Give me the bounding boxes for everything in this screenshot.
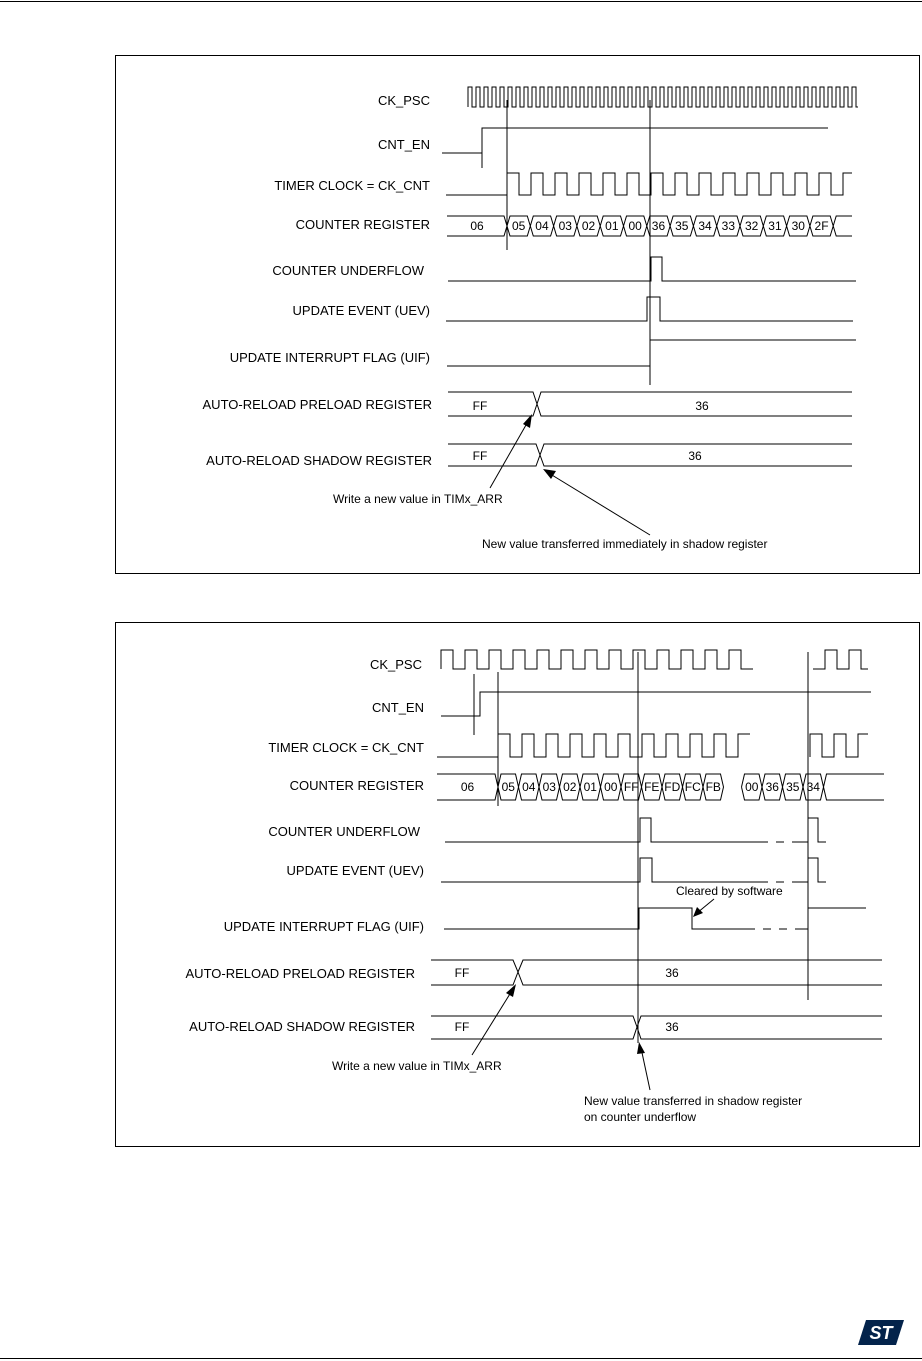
d1-label-timer-clock: TIMER CLOCK = CK_CNT — [274, 178, 430, 193]
counter-value: 00 — [745, 780, 759, 794]
d2-label-uif: UPDATE INTERRUPT FLAG (UIF) — [223, 919, 424, 934]
counter-value: 30 — [791, 219, 805, 233]
d1-annotation-write: Write a new value in TIMx_ARR — [333, 492, 503, 506]
counter-value: FB — [705, 780, 721, 794]
d1-write-arrow — [490, 418, 530, 488]
counter-value: 31 — [768, 219, 782, 233]
d2-annotation-write: Write a new value in TIMx_ARR — [332, 1059, 502, 1073]
d2-transfer-arrowhead — [637, 1042, 645, 1054]
d1-preload-old: FF — [472, 399, 488, 413]
d1-counter-values — [470, 219, 828, 233]
counter-value: FD — [664, 780, 681, 794]
diagram1-frame — [116, 56, 920, 574]
d2-arr-preload-bus — [431, 960, 882, 985]
d1-shadow-old: FF — [472, 449, 488, 463]
d1-label-uif: UPDATE INTERRUPT FLAG (UIF) — [229, 350, 430, 365]
st-logo-text: ST — [869, 1323, 893, 1343]
d2-preload-new: 36 — [665, 966, 679, 980]
d2-label-update-event: UPDATE EVENT (UEV) — [286, 863, 424, 878]
d1-annotation-transfer: New value transferred immediately in shadow register — [482, 537, 768, 551]
counter-value: 33 — [721, 219, 736, 233]
counter-value: 04 — [522, 780, 536, 794]
counter-value: 32 — [744, 219, 759, 233]
d2-arr-shadow-bus — [431, 1016, 882, 1039]
counter-value: 2F — [814, 219, 829, 233]
d2-shadow-old: FF — [454, 1020, 470, 1034]
d2-ck-psc-waveform — [441, 650, 868, 669]
counter-value: 06 — [460, 780, 475, 794]
d2-label-counter-underflow: COUNTER UNDERFLOW — [268, 824, 420, 839]
d1-label-counter-register: COUNTER REGISTER — [295, 217, 430, 232]
d2-timer-clock-waveform — [437, 734, 868, 757]
counter-value: FC — [684, 780, 701, 794]
d2-write-arrowhead — [506, 984, 516, 997]
counter-value: FE — [644, 780, 660, 794]
timing-diagram-2 — [116, 623, 920, 1147]
d2-update-event-waveform — [441, 858, 768, 882]
d2-counter-underflow-waveform — [445, 818, 768, 842]
d1-label-cnt-en: CNT_EN — [377, 137, 430, 152]
counter-value: 34 — [806, 780, 820, 794]
d1-preload-new: 36 — [695, 399, 709, 413]
counter-value: 35 — [675, 219, 689, 233]
timing-diagram-1 — [116, 56, 920, 574]
d1-transfer-arrowhead — [543, 469, 556, 479]
d1-shadow-new: 36 — [688, 449, 702, 463]
d2-label-timer-clock: TIMER CLOCK = CK_CNT — [268, 740, 424, 755]
d1-transfer-arrow — [547, 472, 650, 535]
d2-cleared-arrowhead — [693, 907, 703, 917]
d2-cnt-en-waveform — [441, 692, 871, 716]
d1-cnt-en-waveform — [442, 128, 828, 153]
d1-label-counter-underflow: COUNTER UNDERFLOW — [272, 263, 424, 278]
d2-label-arr-shadow: AUTO-RELOAD SHADOW REGISTER — [189, 1019, 415, 1034]
d2-annotation-transfer-line1: New value transferred in shadow register — [584, 1094, 803, 1108]
counter-value: 36 — [651, 219, 666, 233]
counter-value: 00 — [604, 780, 618, 794]
d2-update-event-tail — [776, 858, 826, 882]
counter-value: 04 — [535, 219, 549, 233]
d1-arr-preload-bus — [448, 392, 852, 416]
counter-value: 02 — [581, 219, 596, 233]
d2-preload-old: FF — [454, 966, 470, 980]
counter-value: 35 — [786, 780, 800, 794]
d1-ck-psc-waveform — [468, 87, 858, 107]
d1-label-arr-shadow: AUTO-RELOAD SHADOW REGISTER — [206, 453, 432, 468]
d2-label-ck-psc: CK_PSC — [369, 657, 422, 672]
d2-label-cnt-en: CNT_EN — [371, 700, 424, 715]
counter-value: FF — [623, 780, 639, 794]
d1-label-ck-psc: CK_PSC — [377, 93, 430, 108]
d2-shadow-new: 36 — [665, 1020, 679, 1034]
counter-value: 03 — [558, 219, 572, 233]
counter-value: 01 — [583, 780, 597, 794]
counter-value: 03 — [542, 780, 556, 794]
d1-label-update-event: UPDATE EVENT (UEV) — [292, 303, 430, 318]
counter-value: 02 — [563, 780, 577, 794]
d2-annotation-cleared: Cleared by software — [676, 884, 783, 898]
counter-value: 05 — [501, 780, 515, 794]
d1-uif-waveform — [447, 340, 856, 366]
d2-label-arr-preload: AUTO-RELOAD PRELOAD REGISTER — [185, 966, 415, 981]
counter-value: 01 — [605, 219, 619, 233]
counter-value: 06 — [470, 219, 484, 233]
st-logo — [858, 1320, 904, 1345]
counter-value: 36 — [765, 780, 779, 794]
counter-value: 00 — [628, 219, 642, 233]
d1-label-arr-preload: AUTO-RELOAD PRELOAD REGISTER — [202, 397, 432, 412]
counter-value: 34 — [698, 219, 712, 233]
d2-annotation-transfer-line2: on counter underflow — [584, 1110, 697, 1124]
d1-counter-underflow-waveform — [448, 257, 856, 281]
d2-uif-waveform — [444, 908, 755, 929]
d2-counter-underflow-tail — [776, 818, 826, 842]
d2-write-arrow — [472, 989, 513, 1055]
diagram2-frame — [116, 623, 920, 1147]
counter-value: 05 — [511, 219, 526, 233]
d2-transfer-arrow — [641, 1048, 650, 1090]
d2-uif-tail — [763, 908, 866, 929]
d2-label-counter-register: COUNTER REGISTER — [289, 778, 424, 793]
